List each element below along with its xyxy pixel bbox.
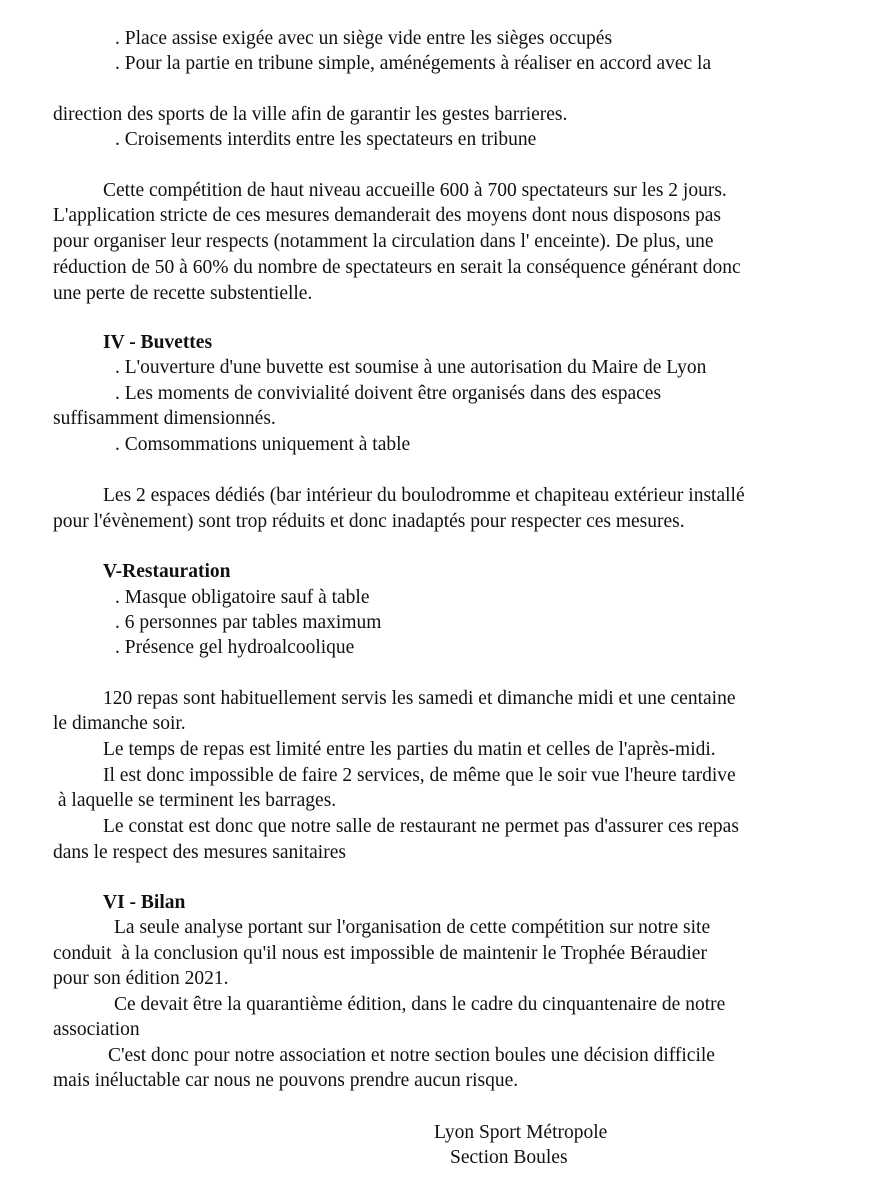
- restauration-bullet: . Masque obligatoire sauf à table: [115, 587, 370, 608]
- buvettes-para-line: Les 2 espaces dédiés (bar intérieur du boulodromme et chapiteau extérieur installé: [103, 485, 745, 506]
- restauration-para-line: le dimanche soir.: [53, 713, 186, 734]
- bilan-para-line: pour son édition 2021.: [53, 968, 229, 989]
- restauration-para-line: Il est donc impossible de faire 2 services, de même que le soir vue l'heure tardive: [103, 765, 736, 786]
- restauration-bullet: . Présence gel hydroalcoolique: [115, 637, 355, 658]
- restauration-para-line: 120 repas sont habituellement servis les samedi et dimanche midi et une centaine: [103, 688, 736, 709]
- bilan-para-line: mais inéluctable car nous ne pouvons prendre aucun risque.: [53, 1070, 519, 1091]
- buvettes-bullet: . Comsommations uniquement à table: [115, 434, 411, 455]
- tribune-bullet-layout-cont: direction des sports de la ville afin de garantir les gestes barrieres.: [53, 104, 568, 125]
- tribune-bullet-layout: . Pour la partie en tribune simple, aménégements à réaliser en accord avec la: [115, 53, 712, 74]
- buvettes-bullet-cont: suffisamment dimensionnés.: [53, 408, 276, 429]
- bilan-para-line: La seule analyse portant sur l'organisation de cette compétition sur notre site: [114, 917, 711, 938]
- section-heading-bilan: VI - Bilan: [103, 892, 186, 913]
- competition-para-line: L'application stricte de ces mesures demanderait des moyens dont nous disposons pas: [53, 205, 721, 226]
- buvettes-bullet: . L'ouverture d'une buvette est soumise à une autorisation du Maire de Lyon: [115, 357, 707, 378]
- competition-para-line: réduction de 50 à 60% du nombre de spectateurs en serait la conséquence générant donc: [53, 257, 741, 278]
- signature-organization: Lyon Sport Métropole: [434, 1122, 608, 1143]
- tribune-bullet-seats: . Place assise exigée avec un siège vide entre les sièges occupés: [115, 28, 613, 49]
- buvettes-para-line: pour l'évènement) sont trop réduits et donc inadaptés pour respecter ces mesures.: [53, 511, 685, 532]
- restauration-para-line: Le constat est donc que notre salle de restaurant ne permet pas d'assurer ces repas: [103, 816, 739, 837]
- section-heading-restauration: V-Restauration: [103, 561, 231, 582]
- competition-para-line: une perte de recette substentielle.: [53, 283, 313, 304]
- restauration-para-line: dans le respect des mesures sanitaires: [53, 842, 346, 863]
- tribune-bullet-crossing: . Croisements interdits entre les spectateurs en tribune: [115, 129, 537, 150]
- competition-para-line: Cette compétition de haut niveau accueille 600 à 700 spectateurs sur les 2 jours.: [103, 180, 727, 201]
- restauration-para-line: à laquelle se terminent les barrages.: [53, 790, 337, 811]
- bilan-para-line: conduit à la conclusion qu'il nous est impossible de maintenir le Trophée Béraudier: [53, 943, 707, 964]
- section-heading-buvettes: IV - Buvettes: [103, 332, 213, 353]
- competition-para-line: pour organiser leur respects (notamment la circulation dans l' enceinte). De plus, une: [53, 231, 714, 252]
- bilan-para-line: Ce devait être la quarantième édition, dans le cadre du cinquantenaire de notre: [114, 994, 726, 1015]
- signature-section: Section Boules: [450, 1147, 568, 1168]
- bilan-para-line: association: [53, 1019, 140, 1040]
- restauration-bullet: . 6 personnes par tables maximum: [115, 612, 382, 633]
- buvettes-bullet: . Les moments de convivialité doivent être organisés dans des espaces: [115, 383, 662, 404]
- bilan-para-line: C'est donc pour notre association et notre section boules une décision difficile: [108, 1045, 715, 1066]
- restauration-para-line: Le temps de repas est limité entre les parties du matin et celles de l'après-midi.: [103, 739, 716, 760]
